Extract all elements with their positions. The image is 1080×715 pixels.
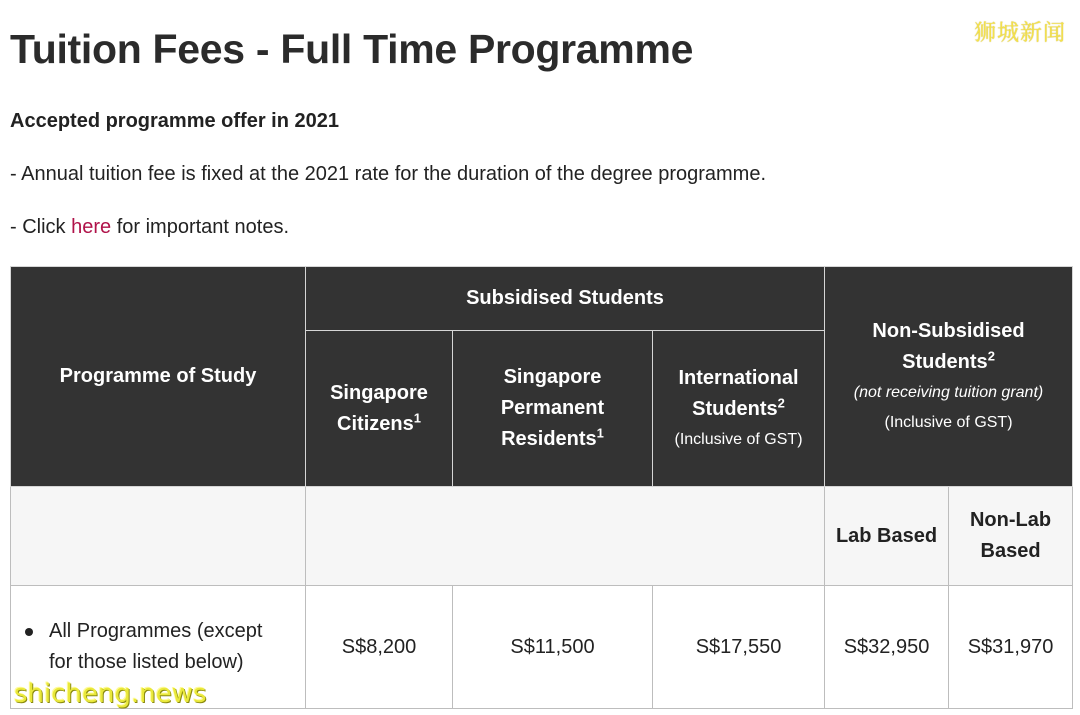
header-programme-of-study: Programme of Study [11, 267, 306, 487]
programme-cell: All Programmes (except for those listed below) [11, 586, 306, 709]
header-non-subsidised-students: Non-Subsidised Students$^2$ (not receiving tuition grant) (Inclusive of GST) [825, 267, 1073, 487]
bullet-icon [25, 628, 33, 636]
header-subsidised-students: Subsidised Students [306, 267, 825, 331]
notes-suffix: for important notes. [111, 216, 290, 238]
fixed-fee-note: - Annual tuition fee is fixed at the 2021 rate for the duration of the degree programme. [10, 163, 767, 185]
international-fee: S$17,550 [653, 586, 825, 709]
watermark-bottom: shicheng.news [14, 679, 207, 709]
non-lab-based-header: Non-Lab Based [949, 487, 1073, 586]
header-singapore-pr: Singapore Permanent Residents$^1$ [453, 331, 653, 487]
tuition-fees-table [10, 266, 1073, 709]
header-singapore-citizens: Singapore Citizens$^1$ [306, 331, 453, 487]
non-lab-based-fee: S$31,970 [949, 586, 1073, 709]
lab-based-header: Lab Based [825, 487, 949, 586]
here-link[interactable]: here [71, 216, 112, 238]
important-notes-line [10, 216, 289, 239]
pr-fee: S$11,500 [453, 586, 653, 709]
empty-cell [306, 487, 825, 586]
lab-based-fee: S$32,950 [825, 586, 949, 709]
watermark-top: 狮城新闻 [973, 21, 1066, 46]
header-international-students: International Students$^2$ (Inclusive of GST) [653, 331, 825, 487]
non-subsidised-note: (not receiving tuition grant) [853, 383, 1044, 401]
offer-year-heading: Accepted programme offer in 2021 [10, 110, 339, 132]
empty-cell [11, 487, 306, 586]
non-subsidised-gst: (Inclusive of GST) [884, 413, 1013, 431]
page-title: Tuition Fees - Full Time Programme [10, 26, 694, 72]
citizens-fee: S$8,200 [306, 586, 453, 709]
international-gst: (Inclusive of GST) [674, 430, 803, 448]
notes-prefix: - Click [10, 216, 72, 238]
